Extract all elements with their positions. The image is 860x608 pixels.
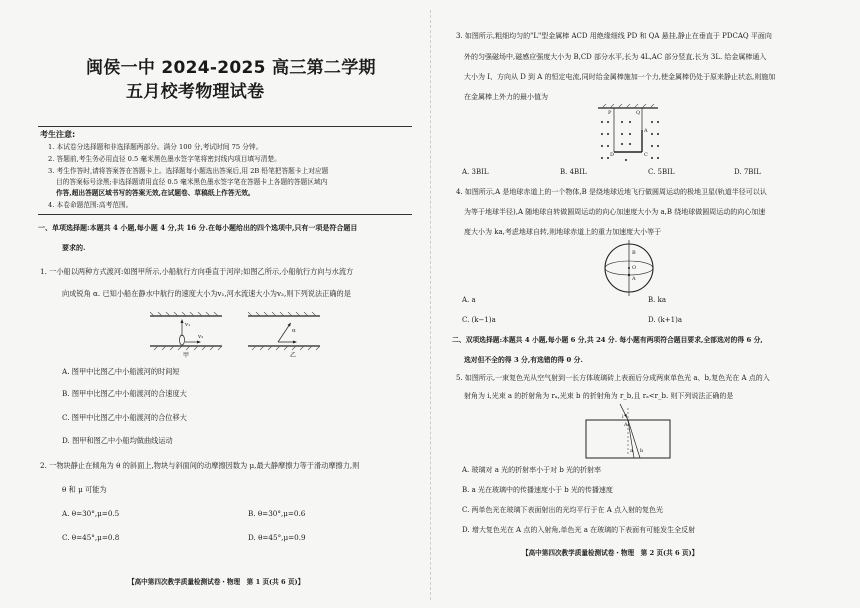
note-item: 3. 考生作答时,请将答案答在答题卡上。选择题每小题选出答案后,用 2B 铅笔把答题卡上对应题 [48,167,329,175]
q2-option-b: B. θ=30°,μ=0.6 [248,509,306,518]
q2-stem: θ 和 μ 可能为 [62,485,107,494]
fig-label-a: 甲 [183,352,190,359]
q1-option-c: C. 图甲中比图乙中小船渡河的合位移大 [62,413,187,422]
title-line-2: 五月校考物理试卷 [126,82,265,102]
q1-stem: 向成锐角 α. 已知小船在静水中航行的速度大小为v₁,河水流速大小为v₂,则下列说法正确的是 [62,289,351,298]
q2-stem: 2. 一物块静止在倾角为 θ 的斜面上,物块与斜面间的动摩擦因数为 μ,最大静摩擦力等于滑动摩擦力,则 [40,461,360,470]
q5-stem: 射角为 i,光束 a 的折射角为 rₐ,光束 b 的折射角为 r_b,且 rₐ<r_b. 则下列说法正确的是 [464,392,734,400]
note-item: 4. 本卷命题范围:高考范围。 [48,201,133,209]
q2-option-c: C. θ=45°,μ=0.8 [62,533,120,542]
q4-option-a: A. a [462,296,476,304]
label-B-earth: B [632,250,636,256]
label-D: D [610,152,615,158]
alpha-label: α [292,328,296,334]
note-item: 2. 答题前,考生务必用直径 0.5 毫米黑色墨水签字笔将密封线内项目填写清楚。 [48,155,281,163]
river-figure-b [248,312,328,362]
q1-stem: 1. 一小船以两种方式渡河:如图甲所示,小船航行方向垂直于河岸;如图乙所示,小船航行方向与水流方 [40,267,354,276]
q3-stem: 3. 如图所示,粗细均匀的"L"型金属棒 ACD 用绝缘细线 PD 和 QA 悬挂,静止在垂直于 PDCAQ 平面向 [456,32,772,40]
q4-stem: 为等于地球半径),A 随地球自转做圆周运动的向心加速度大小为 a,B 绕地球做圆周运动的向心加速 [464,208,766,216]
page-2 [430,0,860,608]
page-footer-2: 【高中第四次教学质量检测试卷・物理 第 2 页(共 6 页)】 [522,549,699,557]
note-item: 1. 本试卷分选择题和非选择题两部分。满分 100 分,考试时间 75 分钟。 [48,143,263,151]
q5-option-c: C. 两单色光在玻璃下表面射出的光均平行于在 A 点入射的复色光 [462,506,664,514]
q1-option-d: D. 图甲和图乙中小船均做曲线运动 [62,436,173,445]
q5-option-a: A. 玻璃对 a 光的折射率小于对 b 光的折射率 [462,466,602,474]
q1-option-a: A. 图甲中比图乙中小船渡河的时间短 [62,367,180,376]
q4-option-d: D. (k+1)a [648,316,683,324]
q3-option-b: B. 4BIL [560,168,587,176]
label-A-glass: A [624,422,628,428]
q1-option-b: B. 图甲中比图乙中小船渡河的合速度大 [62,389,187,398]
label-Q: Q [636,110,641,116]
section-1-title: 一、单项选择题:本题共 4 小题,每小题 4 分,共 16 分.在每小题给出的四个选项中,只有一项是符合题目 [38,223,358,232]
river-figure-a [150,312,230,362]
fig-label-b: 乙 [290,352,297,359]
label-ray-a: a [630,448,633,454]
section-2-title-cont: 选对但不全的得 3 分,有选错的得 0 分. [464,356,583,364]
q4-stem: 度大小为 ka,考虑地球自转,则地球赤道上的重力加速度大小等于 [464,228,662,236]
v2-label-a: v₂ [198,334,204,340]
label-i: i [622,414,624,420]
q2-option-a: A. θ=30°,μ=0.5 [62,509,120,518]
note-item: 目的答案标号涂黑;非选择题请用直径 0.5 毫米黑色墨水签字笔在答题卡上各题的答题区域内 [56,178,328,186]
q5-stem: 5. 如图所示,一束复色光从空气射到一长方体玻璃砖上表面后分成两束单色光 a、b,复色光在 A 点的入 [456,374,770,382]
q3-option-d: D. 7BIL [734,168,761,176]
q3-option-a: A. 3BIL [462,168,489,176]
label-A: A [644,128,648,134]
q4-option-c: C. (k−1)a [462,316,496,324]
l-rod-figure [596,104,664,166]
q5-option-d: D. 增大复色光在 A 点的入射角,单色光 a 在玻璃的下表面有可能发生全反射 [462,526,696,534]
title-line-1: 闽侯一中 2024-2025 高三第二学期 [86,58,376,78]
q3-stem: 在金属棒上外力的最小值为 [464,93,548,101]
notes-rule-bottom [38,214,412,215]
note-item: 作答,超出答题区域书写的答案无效,在试题卷、草稿纸上作答无效。 [56,189,255,197]
q5-option-b: B. a 光在玻璃中的传播速度小于 b 光的传播速度 [462,486,613,494]
earth-figure [600,240,660,298]
q3-stem: 大小为 I、方向从 D 到 A 的恒定电流,同时给金属棒施加一个力,使金属棒仍处于原来静止状态,则施加 [464,73,776,81]
q3-option-c: C. 5BIL [648,168,675,176]
notes-heading: 考生注意: [40,130,76,139]
v1-label-a: v₁ [185,322,191,328]
label-C: C [644,152,648,158]
section-2-title: 二、双项选择题:本题共 4 小题,每小题 6 分,共 24 分. 每小题有两项符合题目要求,全部选对的得 6 分, [452,336,763,344]
label-ray-b: b [640,448,644,454]
glass-block-figure [580,404,676,462]
label-P: P [608,110,612,116]
q4-option-b: B. ka [648,296,667,304]
q4-stem: 4. 如图所示,A 是地球赤道上的一个物体,B 是绕地球近地飞行做圆周运动的极地卫星(轨道半径可以认 [456,188,767,196]
label-O: O [632,265,637,271]
q2-option-d: D. θ=45°,μ=0.9 [248,533,306,542]
page-footer-1: 【高中第四次教学质量检测试卷・物理 第 1 页(共 6 页)】 [128,578,305,586]
section-1-title-cont: 要求的. [62,243,86,252]
q3-stem: 外的匀强磁场中,磁感应强度大小为 B,CD 部分水平,长为 4L,AC 部分竖直,长为 3L. 给金属棒通入 [464,53,767,61]
notes-rule [38,126,412,127]
label-A-earth: A [632,276,636,282]
